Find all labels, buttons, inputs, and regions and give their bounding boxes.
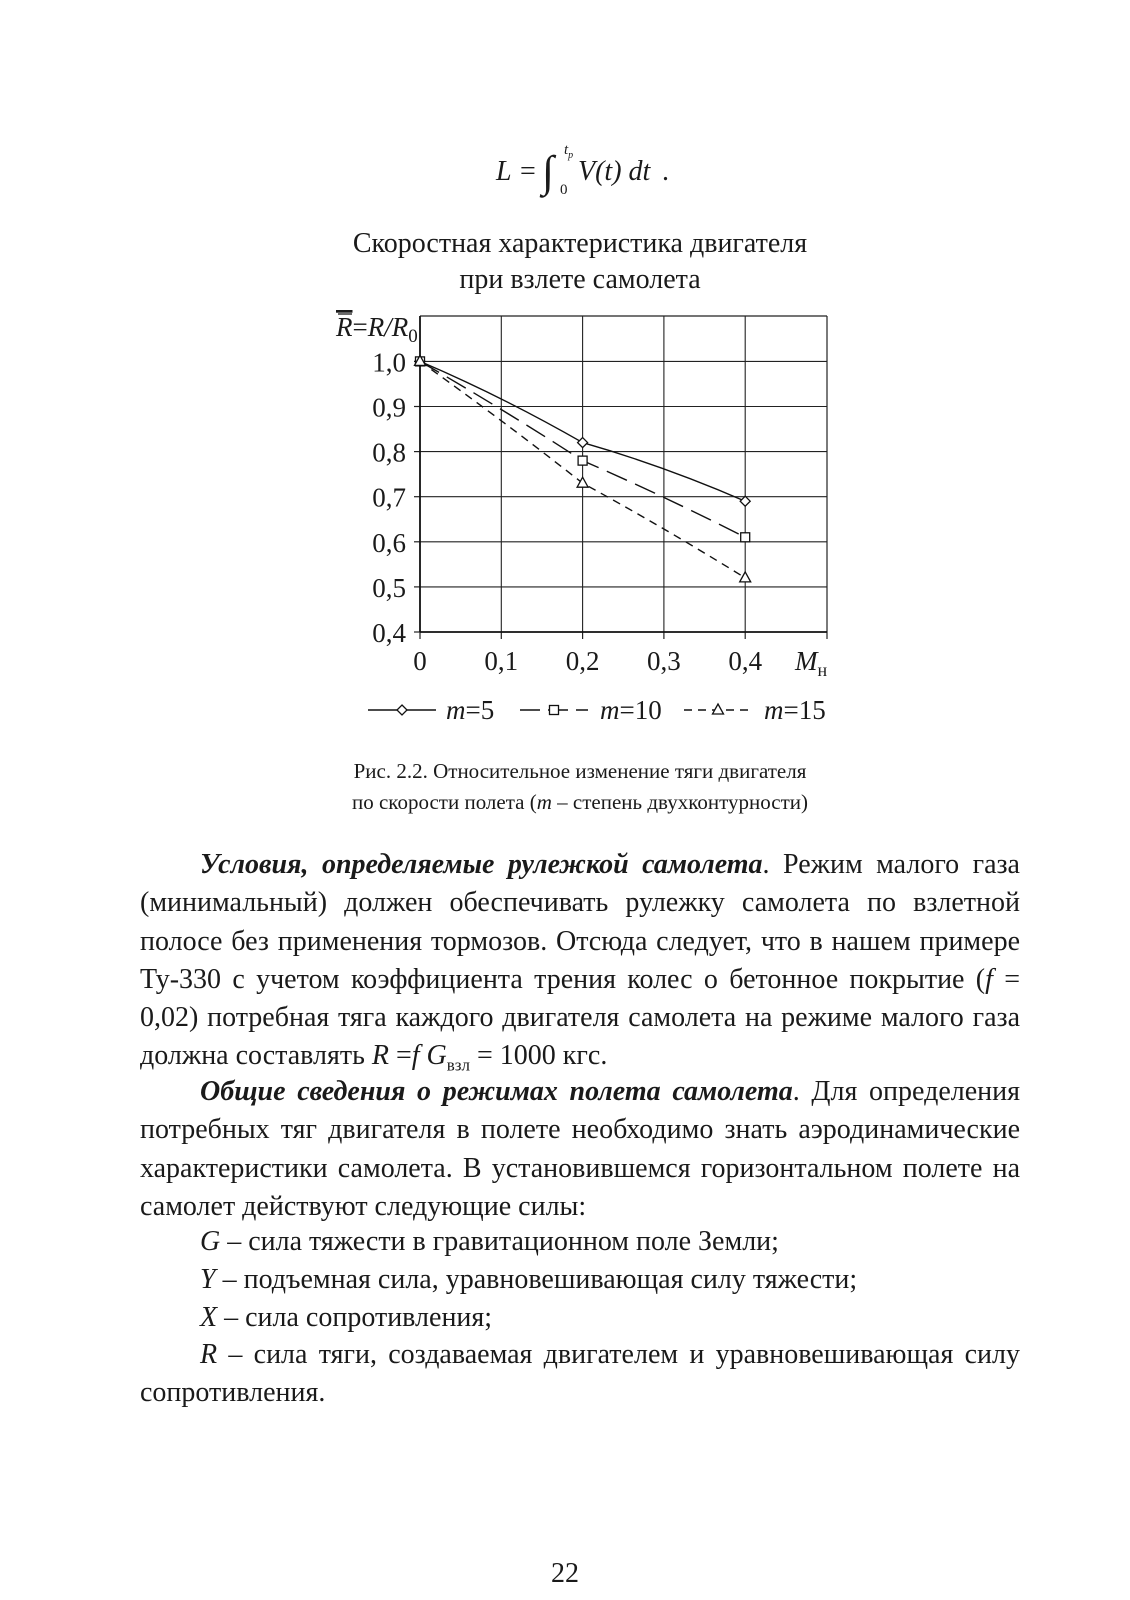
figure-caption-line1: Рис. 2.2. Относительное изменение тяги двигателя — [353, 759, 807, 783]
paragraph-lead: Условия, определяемые рулежкой самолета — [200, 849, 763, 880]
thrust-speed-chart — [0, 0, 1130, 740]
chart-labels — [335, 312, 828, 680]
formula-period: . — [662, 156, 669, 187]
y-tick-label: 1,0 — [372, 347, 406, 378]
page-number: 22 — [551, 1558, 579, 1589]
paragraph-flight-modes: Общие сведения о режимах полета самолета. Для определения потребных тяг двигателя в полете необходимо знать аэродинамические характеристики самолета. В установившемся горизонтальном полете на самолет действуют следующие силы: — [140, 1076, 1020, 1222]
data-point — [577, 477, 588, 487]
legend-item-2 — [684, 695, 826, 725]
x-tick-label: 0,3 — [647, 646, 681, 676]
x-tick-label: 0,2 — [565, 646, 600, 676]
legend-label: m=15 — [764, 695, 826, 725]
formula-equals: = — [520, 156, 536, 187]
y-tick-label: 0,5 — [372, 572, 406, 603]
paragraph-lead: Общие сведения о режимах полета самолета — [200, 1076, 793, 1107]
y-tick-label: 0,6 — [372, 527, 406, 558]
chart-legend — [368, 695, 826, 725]
chart-grid — [420, 316, 827, 632]
data-point — [578, 438, 588, 448]
x-tick-label: 0,4 — [728, 646, 763, 676]
x-tick-label: 0,1 — [484, 646, 519, 676]
x-axis-label: $M_н$ — [795, 646, 828, 680]
integral-sign: ∫ — [542, 147, 555, 196]
y-tick-label: 0,8 — [372, 437, 406, 468]
legend-item-0 — [368, 695, 494, 725]
data-point — [578, 456, 587, 465]
integral-upper-limit: $t_р$ — [564, 142, 574, 161]
chart-title-line1: Скоростная характеристика двигателя — [352, 228, 808, 259]
data-point — [740, 496, 750, 506]
x-tick-label: 0 — [413, 646, 427, 676]
formula-lhs: L — [496, 156, 512, 187]
force-item-drag: X – сила сопротивления; — [200, 1302, 493, 1333]
legend-marker — [397, 705, 407, 715]
legend-label: m=10 — [600, 695, 662, 725]
y-tick-label: 0,9 — [372, 392, 406, 423]
formula-integrand: V(t) dt — [578, 156, 651, 187]
y-tick-label: 0,7 — [372, 482, 406, 513]
force-item-lift: Y – подъемная сила, уравновешивающая силу тяжести; — [200, 1264, 858, 1295]
legend-item-1 — [520, 695, 662, 725]
legend-marker — [550, 706, 559, 715]
paragraph-taxiing: Условия, определяемые рулежкой самолета. Режим малого газа (минимальный) должен обеспечивать рулежку самолета по взлетной полосе без применения тормозов. Отсюда следует, что в нашем примере Ту-330 с учетом коэффициента трения колес о бетонное покрытие (f = 0,02) потребная тяга каждого двигателя самолета на режиме малого газа должна составлять R =f $G_{взл} = 1000$ кгс. — [140, 849, 1020, 1076]
y-axis-label: $R=R/R_0$ — [336, 312, 418, 347]
legend-label: m=5 — [446, 695, 495, 725]
force-item-gravity: G – сила тяжести в гравитационном поле Земли; — [200, 1226, 779, 1257]
data-point — [741, 533, 750, 542]
paragraph-thrust: R – сила тяги, создаваемая двигателем и уравновешивающая силу сопротивления. — [140, 1339, 1020, 1409]
legend-marker — [713, 704, 724, 714]
figure-caption-line2: по скорости полета (m – степень двухконтурности) — [352, 790, 808, 814]
chart-title-line2: при взлете самолета — [459, 264, 701, 295]
y-tick-label: 0,4 — [372, 618, 406, 648]
integral-lower-limit: 0 — [560, 182, 568, 198]
data-point — [740, 572, 751, 582]
